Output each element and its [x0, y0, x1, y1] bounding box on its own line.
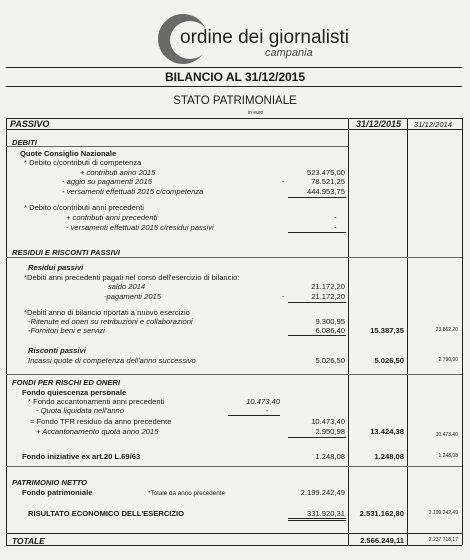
- patrimonio-2015: 2.531.162,80: [359, 509, 404, 518]
- residui-total-2014: 23.862,20: [435, 327, 458, 333]
- org-region: campania: [265, 47, 313, 59]
- residui-total-2015: 15.387,35: [370, 326, 404, 335]
- aggio-label: - aggio su pagamenti 2015: [62, 177, 152, 186]
- tfr-label: = Fondo TFR residuo da anno precedente: [30, 417, 172, 426]
- pagamenti-value: 21.172,20: [311, 292, 345, 301]
- fondo-patrimoniale: Fondo patrimoniale: [22, 488, 93, 497]
- iniziative-label: Fondo iniziative ex art.20 L.69/63: [22, 452, 141, 461]
- prec-versamenti-label: - versamenti effettuati 2015 c/residui passivi: [66, 223, 214, 232]
- total-top-border: [6, 533, 462, 534]
- incassi-value: 5.026,50: [315, 356, 345, 365]
- document-title: BILANCIO AL 31/12/2015: [164, 70, 306, 84]
- pagamenti-dash: -: [282, 292, 285, 301]
- title-bottom-rule: [6, 86, 462, 87]
- col-2015-header: 31/12/2015: [356, 119, 402, 129]
- contributi-label: + contributi anno 2015: [80, 168, 156, 177]
- totale-2015: 2.566.249,11: [360, 536, 404, 545]
- patrimonio-top-rule: [6, 466, 462, 467]
- debiti-rule: [6, 146, 348, 147]
- acc-quota-label: + Accantonamento quota anno 2015: [36, 427, 159, 436]
- totale-2014: 2.237.718,17: [428, 537, 458, 543]
- risultato-underline-1: [288, 518, 346, 519]
- risconti-2015: 5.026,50: [374, 356, 404, 365]
- table-left-border: [6, 118, 7, 545]
- fondi-total-2015: 13.424,38: [370, 427, 404, 436]
- residui-passivi: Residui passivi: [28, 263, 84, 272]
- tfr-value: 10.473,40: [311, 417, 345, 426]
- ritenute-value: 9.300,95: [315, 317, 345, 326]
- liquidata-underline: [228, 415, 280, 416]
- org-name: ordine dei giornalisti: [180, 27, 349, 48]
- fondo-quiescenza: Fondo quiescenza personale: [22, 388, 127, 397]
- risconti-passivi: Risconti passivi: [28, 346, 86, 355]
- risultato-underline-2: [288, 520, 346, 521]
- header-bottom-border: [6, 129, 462, 130]
- accantonamenti-prec-label: * Fondo accantonamenti anni precedenti: [28, 397, 165, 406]
- fornitori-value: 6.086,40: [315, 326, 345, 335]
- debito-competenza: * Debito c/contributi di competenza: [24, 158, 142, 167]
- patrimonio-2014: 2.199.242,49: [428, 510, 458, 516]
- totale-precedente-value: 2.199.242,49: [300, 488, 345, 497]
- passivo-header: PASSIVO: [10, 119, 50, 129]
- risultato-label: RISULTATO ECONOMICO DELL'ESERCIZIO: [28, 509, 185, 518]
- accantonamenti-prec-value: 10.473,40: [246, 397, 280, 406]
- aggio-dash: -: [282, 177, 285, 186]
- debiti-prec-pagati: *Debiti anni precedenti pagati nel corso dell'esercizio di bilancio:: [24, 273, 240, 282]
- acc-quota-value: 2.950,98: [315, 427, 345, 436]
- debiti-riportati: *Debiti anno di bilancio riportati a nuovo esercizio: [24, 308, 190, 317]
- risultato-value: 331.920,31: [306, 509, 345, 518]
- saldo-value: 21.172,20: [311, 282, 345, 291]
- saldo-label: saldo 2014: [108, 282, 146, 291]
- prec-contributi-dash: -: [334, 213, 337, 222]
- versamenti-value: 444.953,75: [306, 187, 345, 196]
- iniziative-value: 1.248,08: [315, 452, 345, 461]
- quota-liquidata: - Quota liquidata nell'anno: [36, 406, 124, 415]
- col-2014-header: 31/12/2014: [414, 120, 453, 129]
- debiti-title: DEBITI: [12, 138, 37, 147]
- versamenti-underline: [288, 197, 346, 198]
- residui-title: RESIDUI E RISCONTI PASSIVI: [12, 248, 120, 257]
- quote-consiglio: Quote Consiglio Nazionale: [20, 149, 117, 158]
- iniziative-2014: 1.248,08: [438, 453, 458, 459]
- incassi-label: Incassi quote di competenza dell'anno successivo: [28, 356, 196, 365]
- table-bottom-border: [6, 545, 462, 546]
- ritenute-label: -Ritenute ed oneri su retribuzioni e collaborazioni: [28, 317, 193, 326]
- contributi-value: 523.475,00: [306, 168, 345, 177]
- patrimonio-title: PATRIMONIO NETTO: [12, 478, 88, 487]
- prec-versamenti-dash: -: [334, 223, 337, 232]
- totale-precedente-label: *Totale da anno precedente: [148, 490, 226, 497]
- table-right-border: [462, 118, 463, 545]
- prec-underline: [288, 232, 346, 233]
- fondi-title: FONDI PER RISCHI ED ONERI: [12, 378, 121, 387]
- risconti-2014: 2.790,00: [438, 357, 458, 363]
- aggio-value: 78.521,25: [311, 177, 345, 186]
- unit-label: in euro: [248, 110, 264, 116]
- col1-divider: [348, 118, 349, 545]
- fondi-top-rule: [6, 374, 462, 375]
- title-top-rule: [6, 67, 462, 68]
- fondi-total-2014: 10.473,40: [435, 432, 458, 438]
- quota-liquidata-dash: -: [266, 406, 269, 415]
- versamenti-label: - versamenti effettuati 2015 c/competenza: [62, 187, 204, 196]
- fornitori-underline: [288, 335, 346, 336]
- document-subtitle: STATO PATRIMONIALE: [173, 95, 297, 107]
- prec-contributi-label: + contributi anni precedenti: [66, 213, 158, 222]
- pagamenti-label: -pagamenti 2015: [104, 292, 161, 301]
- acc-quota-underline: [288, 437, 346, 438]
- debito-precedenti: * Debito c/contributi anni precedenti: [24, 203, 144, 212]
- fornitori-label: -Fornitori beni e servizi: [28, 326, 105, 335]
- pagamenti-underline: [288, 302, 346, 303]
- iniziative-2015: 1.248,08: [374, 452, 404, 461]
- totale-label: TOTALE: [12, 536, 45, 546]
- residui-rule: [6, 257, 462, 258]
